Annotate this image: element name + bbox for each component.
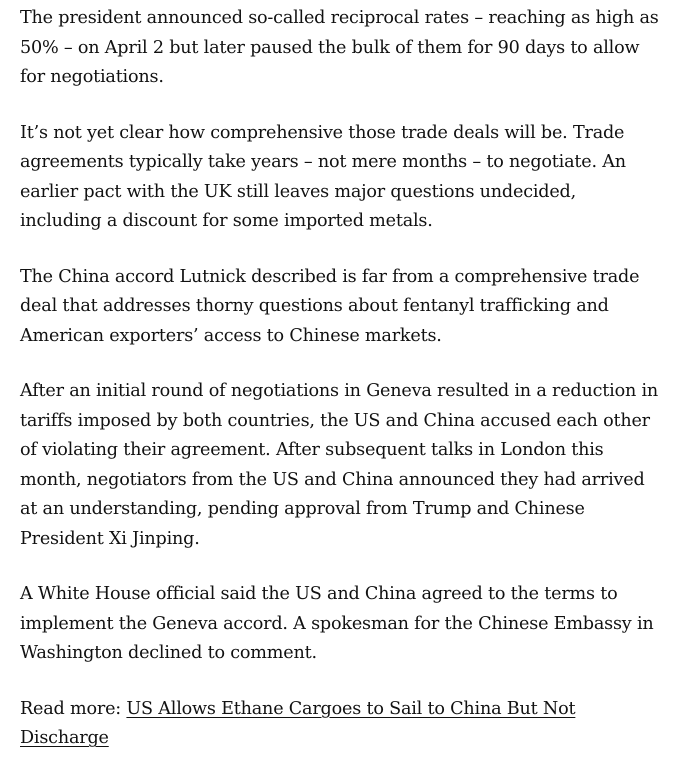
- read-more-prefix: Read more:: [20, 698, 127, 719]
- paragraph-reciprocal-rates: The president announced so-called reciprocal rates – reaching as high as 50% – on April 2 but later paused the bulk of them for 90 days to allow for negotiations.: [20, 8, 659, 87]
- paragraph-geneva-negotiations: After an initial round of negotiations in Geneva resulted in a reduction in tariffs imposed by both countries, the US and China accused each other of violating their agreement. After subsequent talks in London this month, negotiators from the US and China announced they had arrived at an understanding, pending approval from Trump and Chinese President Xi Jinping.: [20, 381, 659, 549]
- read-more-link[interactable]: US Allows Ethane Cargoes to Sail to China But Not Discharge: [20, 698, 576, 748]
- read-more-line: [20, 695, 660, 754]
- paragraph-china-accord: The China accord Lutnick described is far from a comprehensive trade deal that addresses thorny questions about fentanyl trafficking and American exporters’ access to Chinese markets.: [20, 266, 640, 346]
- paragraph-trade-deals: It’s not yet clear how comprehensive those trade deals will be. Trade agreements typically take years – not mere months – to negotiate. An earlier pact with the UK still leaves major questions undecided, including a discount for some imported metals.: [20, 122, 626, 231]
- paragraph-white-house-official: A White House official said the US and China agreed to the terms to implement the Geneva accord. A spokesman for the Chinese Embassy in Washington declined to comment.: [20, 584, 654, 663]
